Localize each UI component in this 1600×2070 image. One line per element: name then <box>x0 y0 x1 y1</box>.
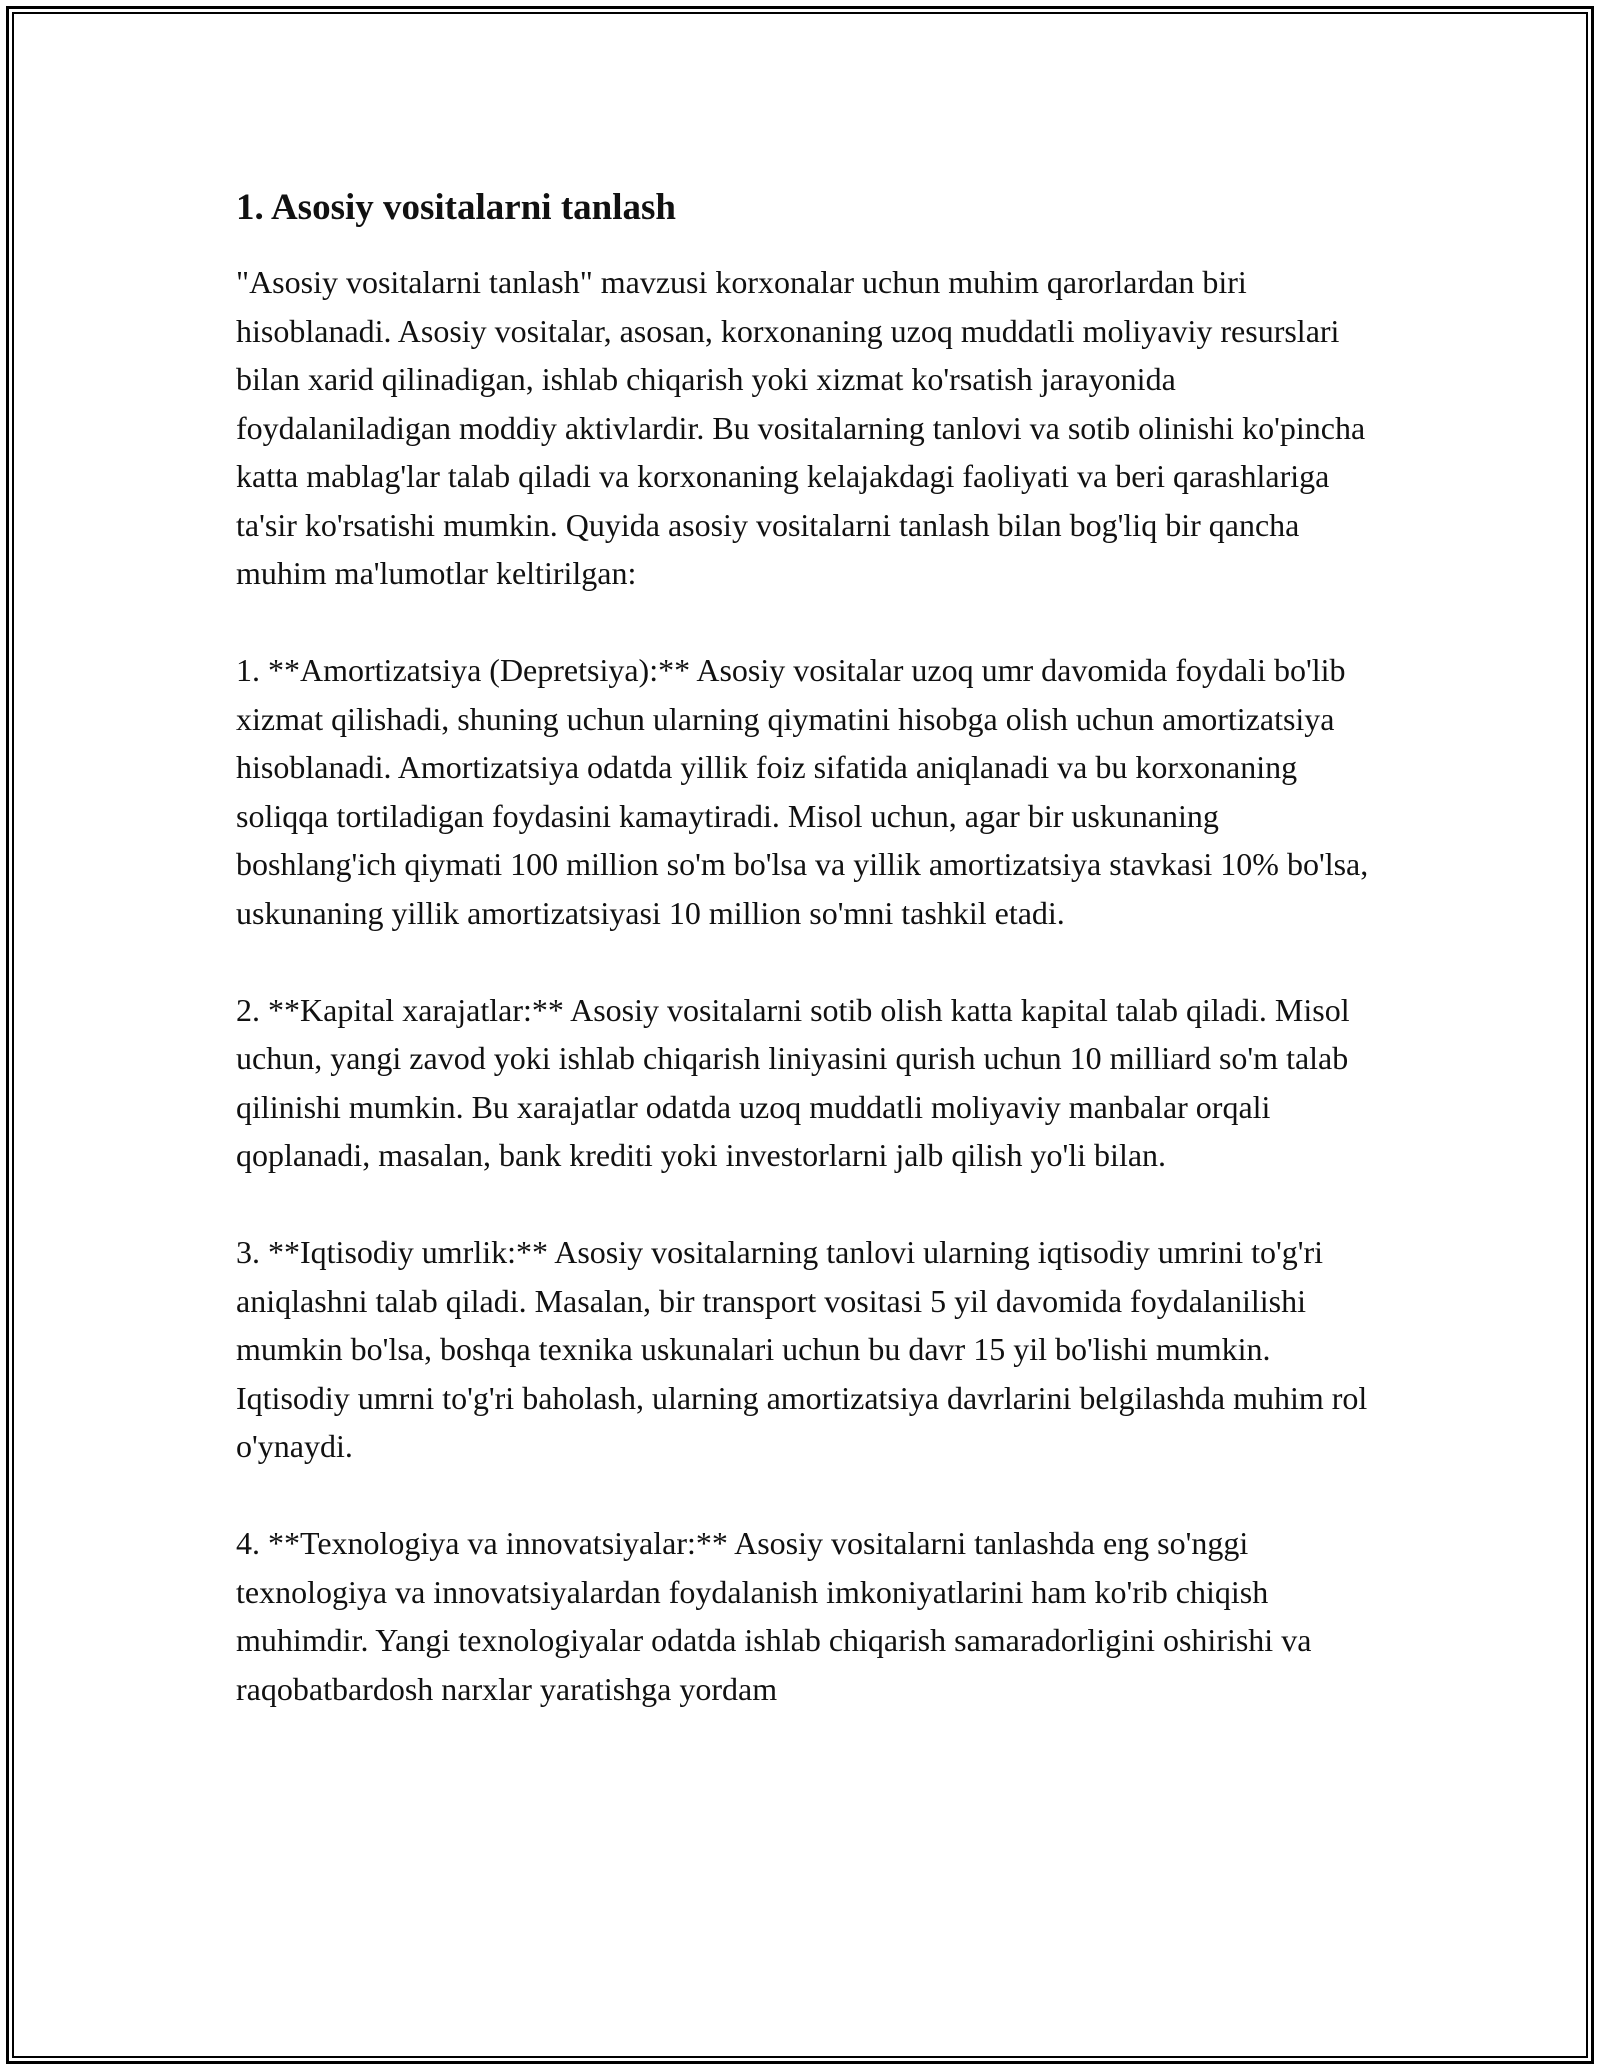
document-body <box>236 186 1376 1713</box>
intro-paragraph: "Asosiy vositalarni tanlash" mavzusi korxonalar uchun muhim qarorlardan biri hisoblanadi. Asosiy vositalar, asosan, korxonaning uzoq muddatli moliyaviy resurslari bilan xarid qilinadigan, ishlab chiqarish yoki xizmat ko'rsatish jarayonida foydalaniladigan moddiy aktivlardir. Bu vositalarning tanlovi va sotib olinishi ko'pincha katta mablag'lar talab qiladi va korxonaning kelajakdagi faoliyati va beri qarashlariga ta'sir ko'rsatishi mumkin. Quyida asosiy vositalarni tanlash bilan bog'liq bir qancha muhim ma'lumotlar keltirilgan: <box>236 264 1366 592</box>
list-item-economic-life: 3. **Iqtisodiy umrlik:** Asosiy vositalarning tanlovi ularning iqtisodiy umrini to'g'ri aniqlashni talab qiladi. Masalan, bir transport vositasi 5 yil davomida foydalanilishi mumkin bo'lsa, boshqa texnika uskunalari uchun bu davr 15 yil bo'lishi mumkin. Iqtisodiy umrni to'g'ri baholash, ularning amortizatsiya davrlarini belgilashda muhim rol o'ynaydi. <box>236 1234 1368 1465</box>
list-item-capital-expenses: 2. **Kapital xarajatlar:** Asosiy vositalarni sotib olish katta kapital talab qiladi. Misol uchun, yangi zavod yoki ishlab chiqarish liniyasini qurish uchun 10 milliard so'm talab qilinishi mumkin. Bu xarajatlar odatda uzoq muddatli moliyaviy manbalar orqali qoplanadi, masalan, bank krediti yoki investorlarni jalb qilish yo'li bilan. <box>236 991 1350 1174</box>
list-item-amortization: 1. **Amortizatsiya (Depretsiya):** Asosiy vositalar uzoq umr davomida foydali bo'lib xizmat qilishadi, shuning uchun ularning qiymatini hisobga olish uchun amortizatsiya hisoblanadi. Amortizatsiya odatda yillik foiz sifatida aniqlanadi va bu korxonaning soliqqa tortiladigan foydasini kamaytiradi. Misol uchun, agar bir uskunaning boshlang'ich qiymati 100 million so'm bo'lsa va yillik amortizatsiya stavkasi 10% bo'lsa, uskunaning yillik amortizatsiyasi 10 million so'mni tashkil etadi. <box>236 652 1369 931</box>
list-item-technology: 4. **Texnologiya va innovatsiyalar:** Asosiy vositalarni tanlashda eng so'nggi texnologiya va innovatsiyalardan foydalanish imkoniyatlarini ham ko'rib chiqish muhimdir. Yangi texnologiyalar odatda ishlab chiqarish samaradorligini oshirishi va raqobatbardosh narxlar yaratishga yordam <box>236 1525 1312 1707</box>
document-title: 1. Asosiy vositalarni tanlash <box>236 187 676 228</box>
